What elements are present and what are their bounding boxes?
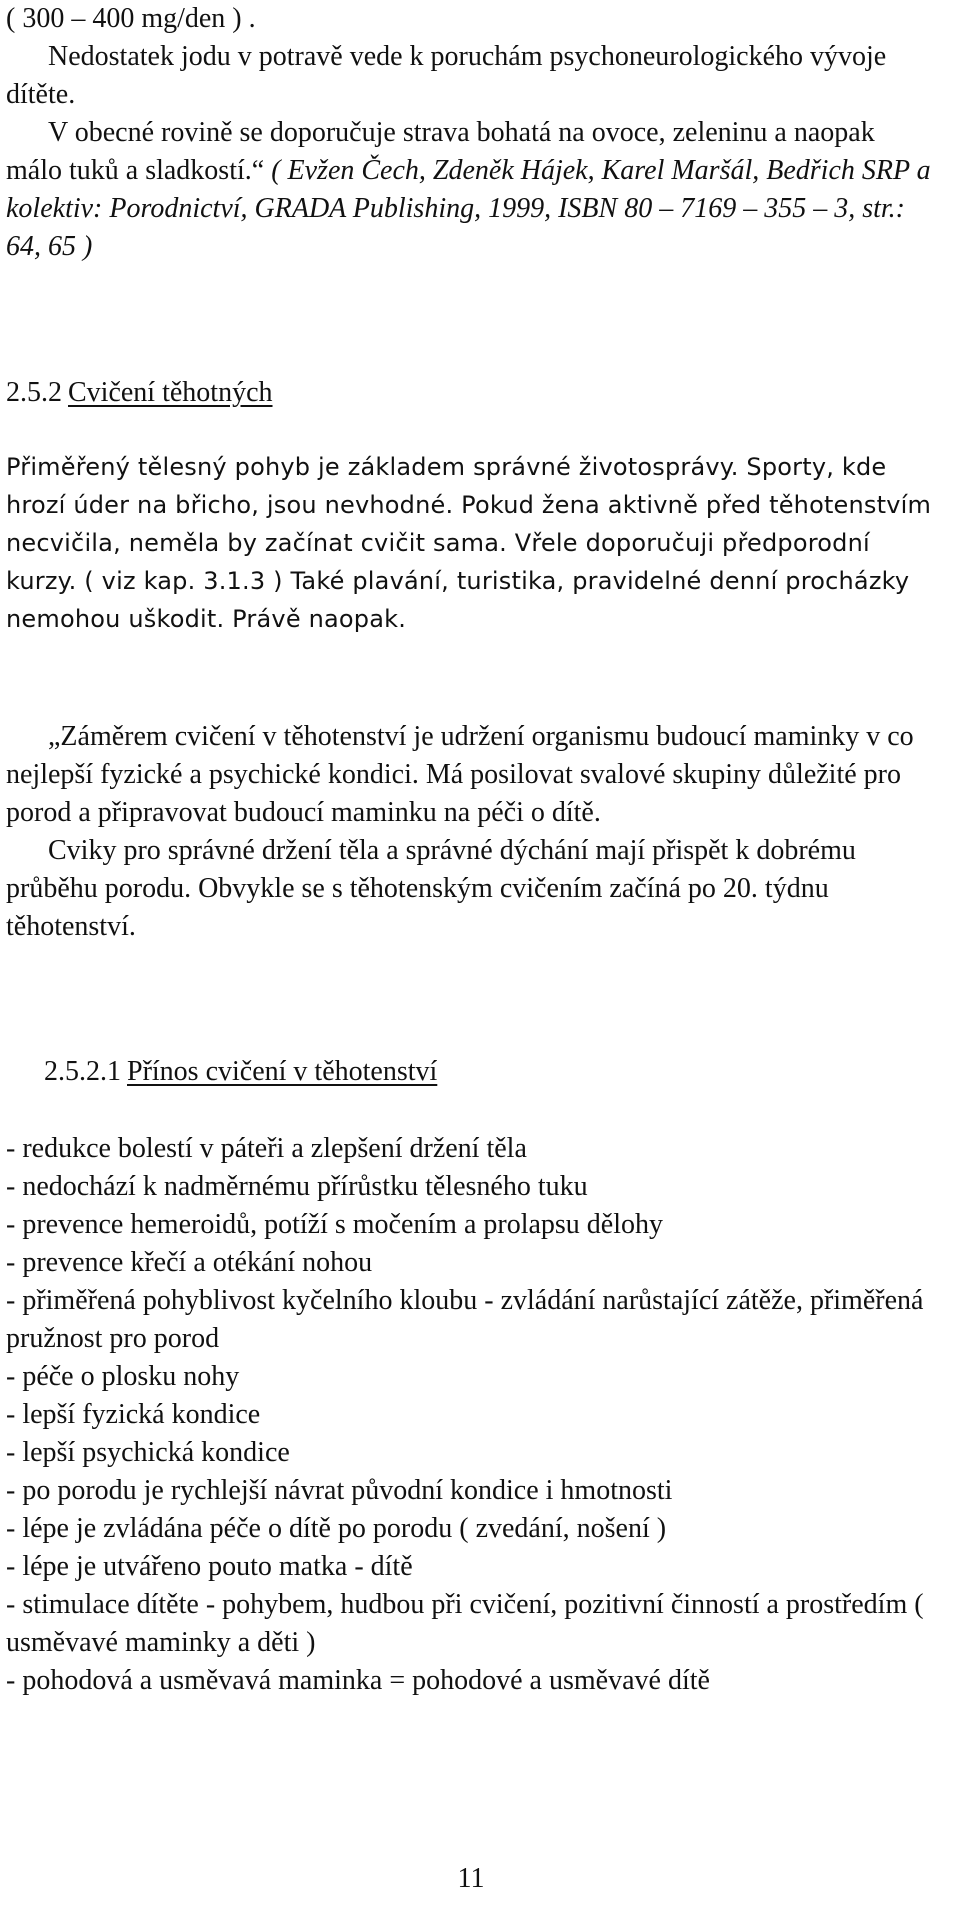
list-item: - prevence hemeroidů, potíží s močením a prolapsu dělohy: [6, 1209, 664, 1240]
list-item: - po porodu je rychlejší návrat původní kondice i hmotnosti: [6, 1475, 673, 1506]
exercise-paragraph: Přiměřený tělesný pohyb je základem správné životosprávy. Sporty, kde hrozí úder na břicho, jsou nevhodné. Pokud žena aktivně před těhotenstvím necvičila, neměla by začínat cvičit sama. Vřele doporučuji předporodní kurzy. ( viz kap. 3.1.3 ) Také plavání, turistika, pravidelné denní procházky nemohou uškodit. Právě naopak.: [6, 453, 932, 633]
subsection-title: Přínos cvičení v těhotenství: [127, 1056, 438, 1087]
section-heading-2-5-2: [6, 374, 273, 412]
section-title: Cvičení těhotných: [68, 377, 273, 408]
list-item: - péče o plosku nohy: [6, 1361, 240, 1392]
list-item: - lepší psychická kondice: [6, 1437, 290, 1468]
page-number: 11: [457, 1863, 485, 1894]
section-body: [6, 448, 936, 638]
diet-text: V obecné rovině se doporučuje strava bohatá na ovoce, zeleninu a naopak málo tuků a sladkostí.“: [6, 117, 875, 186]
subsection-number: 2.5.2.1: [44, 1056, 121, 1087]
quote-block: [6, 718, 936, 946]
exercise-paragraph-2: Cviky pro správné držení těla a správné dýchání mají přispět k dobrému průběhu porodu. Obvykle se s těhotenským cvičením začíná po 20. týdnu těhotenství.: [6, 835, 856, 942]
list-item: - prevence křečí a otékání nohou: [6, 1247, 373, 1278]
list-item: - pohodová a usměvavá maminka = pohodové a usměvavé dítě: [6, 1665, 710, 1696]
intro-paragraph-diet: [6, 114, 936, 266]
document-page: [6, 0, 936, 1930]
section-number: 2.5.2: [6, 377, 62, 408]
intro-line: ( 300 – 400 mg/den ) .: [6, 3, 256, 34]
quote-paragraph: „Záměrem cvičení v těhotenství je udržení organismu budoucí maminky v co nejlepší fyzické a psychické kondici. Má posilovat svalové skupiny důležité pro porod a připravovat budoucí maminku na péči o dítě.: [6, 721, 914, 828]
list-item: - lepší fyzická kondice: [6, 1399, 261, 1430]
citation: ( Evžen Čech, Zdeněk Hájek, Karel Maršál, Bedřich SRP a kolektiv: Porodnictví, GRADA Publishing, 1999, ISBN 80 – 7169 – 355 – 3, str.: 64, 65 ): [6, 155, 931, 262]
list-item: - přiměřená pohyblivost kyčelního kloubu - zvládání narůstající zátěže, přiměřená pružnost pro porod: [6, 1285, 924, 1354]
intro-block: [6, 0, 936, 266]
benefits-list: [6, 1130, 936, 1700]
list-item: - lépe je utvářeno pouto matka - dítě: [6, 1551, 413, 1582]
list-item: - redukce bolestí v páteři a zlepšení držení těla: [6, 1133, 527, 1164]
intro-paragraph-iodine: Nedostatek jodu v potravě vede k poruchám psychoneurologického vývoje dítěte.: [6, 41, 887, 110]
section-heading-2-5-2-1: [44, 1053, 437, 1091]
list-item: - lépe je zvládána péče o dítě po porodu ( zvedání, nošení ): [6, 1513, 667, 1544]
list-item: - stimulace dítěte - pohybem, hudbou při cvičení, pozitivní činností a prostředím ( usměvavé maminky a děti ): [6, 1589, 924, 1658]
list-item: - nedochází k nadměrnému přírůstku tělesného tuku: [6, 1171, 588, 1202]
